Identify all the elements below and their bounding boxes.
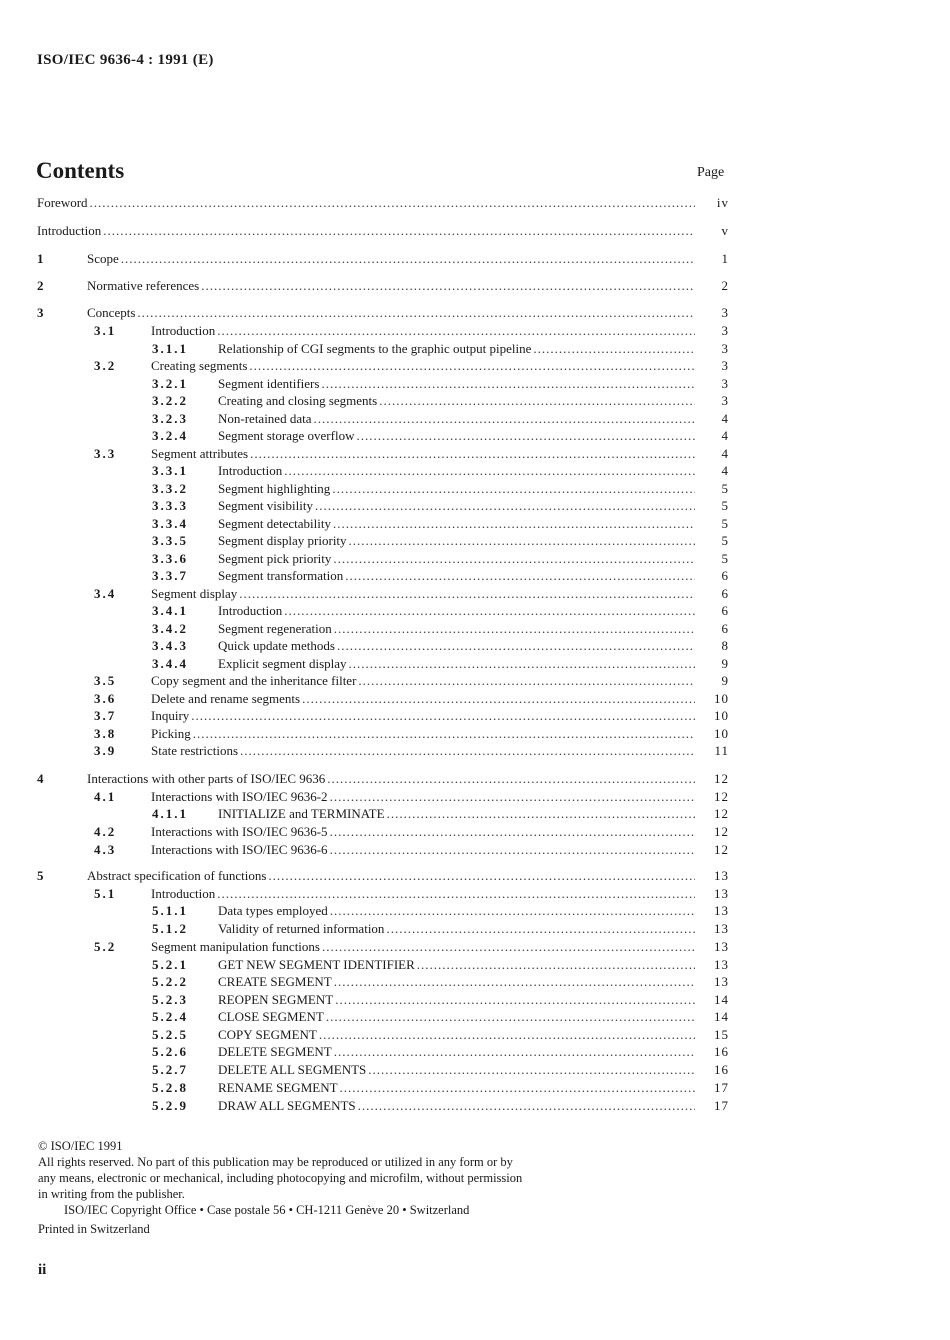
dot-leader bbox=[330, 789, 695, 805]
toc-entry-title: Explicit segment display bbox=[218, 656, 347, 671]
toc-entry bbox=[94, 358, 729, 375]
dot-leader bbox=[326, 1009, 695, 1025]
toc-entry-page: 6 bbox=[721, 568, 729, 583]
toc-entry-number: 3.2.4 bbox=[152, 428, 188, 443]
toc-entry-page: 11 bbox=[714, 743, 729, 758]
toc-entry-title: Introduction bbox=[218, 603, 283, 618]
toc-entry-title: Segment storage overflow bbox=[218, 428, 355, 443]
toc-entry-number: 3.1.1 bbox=[152, 341, 188, 356]
toc-entry-number: 3.6 bbox=[94, 691, 117, 706]
toc-entry-number: 3.3.3 bbox=[152, 498, 188, 513]
toc-entry-number: 3.3 bbox=[94, 446, 117, 461]
toc-entry-title: Scope bbox=[87, 251, 119, 266]
toc-entry bbox=[152, 621, 729, 638]
toc-entry-number: 3.5 bbox=[94, 673, 117, 688]
toc-entry bbox=[94, 939, 729, 956]
copyright-notice bbox=[38, 1138, 598, 1237]
toc-entry bbox=[152, 428, 729, 445]
toc-entry-page: 13 bbox=[714, 974, 729, 989]
toc-entry-title: COPY SEGMENT bbox=[218, 1027, 317, 1042]
toc-entry-number: 4.3 bbox=[94, 842, 117, 857]
toc-entry-title: Validity of returned information bbox=[218, 921, 385, 936]
toc-entry-number: 4.1.1 bbox=[152, 806, 188, 821]
toc-entry-page: 16 bbox=[714, 1062, 729, 1077]
toc-entry-title: Relationship of CGI segments to the graphic output pipeline bbox=[218, 341, 532, 356]
toc-entry-number: 3.4.4 bbox=[152, 656, 188, 671]
toc-entry-number: 5.2.8 bbox=[152, 1080, 188, 1095]
toc-entry-page: 13 bbox=[714, 921, 729, 936]
toc-entry-page: 1 bbox=[721, 251, 729, 266]
toc-entry bbox=[152, 656, 729, 673]
toc-entry bbox=[152, 1098, 729, 1115]
toc-entry-page: 5 bbox=[721, 533, 729, 548]
toc-entry-page: 10 bbox=[714, 726, 729, 741]
toc-entry bbox=[152, 1027, 729, 1044]
toc-entry-number: 3.3.6 bbox=[152, 551, 188, 566]
toc-entry-number: 3.8 bbox=[94, 726, 117, 741]
toc-entry-page: 13 bbox=[714, 886, 729, 901]
toc-entry bbox=[152, 903, 729, 920]
toc-entry-number: 3.4.2 bbox=[152, 621, 188, 636]
dot-leader bbox=[193, 726, 695, 742]
toc-entry-number: 5.2.7 bbox=[152, 1062, 188, 1077]
toc-entry-title: Segment pick priority bbox=[218, 551, 332, 566]
toc-entry-number: 5.2.5 bbox=[152, 1027, 188, 1042]
toc-entry bbox=[152, 957, 729, 974]
dot-leader bbox=[333, 516, 695, 532]
toc-entry-page: 4 bbox=[721, 411, 729, 426]
toc-entry-title: Interactions with ISO/IEC 9636-5 bbox=[151, 824, 328, 839]
toc-entry bbox=[152, 974, 729, 991]
toc-entry bbox=[152, 376, 729, 393]
toc-entry-page: 6 bbox=[721, 621, 729, 636]
toc-entry bbox=[94, 446, 729, 463]
toc-entry-number: 5.2.3 bbox=[152, 992, 188, 1007]
toc-entry-page: 5 bbox=[721, 551, 729, 566]
toc-entry-page: 14 bbox=[714, 992, 729, 1007]
dot-leader bbox=[334, 1044, 695, 1060]
toc-entry bbox=[94, 673, 729, 690]
toc-entry-page: 3 bbox=[721, 376, 729, 391]
toc-entry-title: Picking bbox=[151, 726, 191, 741]
dot-leader bbox=[284, 603, 695, 619]
toc-entry-title: Creating and closing segments bbox=[218, 393, 378, 408]
toc-entry-title: Introduction bbox=[37, 223, 102, 238]
toc-entry-title: Copy segment and the inheritance filter bbox=[151, 673, 357, 688]
dot-leader bbox=[349, 533, 695, 549]
page-number: ii bbox=[38, 1262, 47, 1278]
dot-leader bbox=[319, 1027, 695, 1043]
toc-entry bbox=[152, 992, 729, 1009]
toc-entry bbox=[152, 806, 729, 823]
toc-entry bbox=[94, 726, 729, 743]
toc-entry-title: Segment regeneration bbox=[218, 621, 332, 636]
toc-entry bbox=[94, 708, 729, 725]
toc-entry-page: 6 bbox=[721, 586, 729, 601]
dot-leader bbox=[334, 974, 695, 990]
toc-entry bbox=[94, 842, 729, 859]
toc-entry bbox=[152, 498, 729, 515]
toc-entry-page: 8 bbox=[721, 638, 729, 653]
toc-entry-page: 12 bbox=[714, 789, 729, 804]
toc-entry bbox=[152, 1044, 729, 1061]
dot-leader bbox=[417, 957, 695, 973]
toc-entry-page: 13 bbox=[714, 868, 729, 883]
dot-leader bbox=[358, 1098, 695, 1114]
toc-entry bbox=[152, 1062, 729, 1079]
dot-leader bbox=[137, 305, 695, 321]
toc-entry bbox=[94, 586, 729, 603]
toc-entry-page: 4 bbox=[721, 446, 729, 461]
toc-entry-number: 3.2.2 bbox=[152, 393, 188, 408]
toc-entry-number: 3.3.5 bbox=[152, 533, 188, 548]
dot-leader bbox=[268, 868, 695, 884]
toc-entry bbox=[94, 824, 729, 841]
toc-entry-page: v bbox=[721, 223, 729, 238]
toc-entry-page: 5 bbox=[721, 516, 729, 531]
toc-entry-title: Segment detectability bbox=[218, 516, 331, 531]
toc-entry-number: 5.1.1 bbox=[152, 903, 188, 918]
toc-entry-number: 3.7 bbox=[94, 708, 117, 723]
toc-entry-page: 2 bbox=[721, 278, 729, 293]
toc-entry-page: 12 bbox=[714, 824, 729, 839]
dot-leader bbox=[321, 376, 695, 392]
dot-leader bbox=[302, 691, 695, 707]
toc-entry-page: iv bbox=[716, 195, 729, 210]
rights-text-line: in writing from the publisher. bbox=[38, 1187, 185, 1201]
toc-entry bbox=[152, 1080, 729, 1097]
dot-leader bbox=[191, 708, 695, 724]
dot-leader bbox=[313, 411, 695, 427]
toc-entry-title: RENAME SEGMENT bbox=[218, 1080, 338, 1095]
toc-entry-title: Introduction bbox=[151, 886, 216, 901]
toc-entry-number: 3 bbox=[37, 305, 46, 320]
toc-entry-number: 4.1 bbox=[94, 789, 117, 804]
toc-entry-page: 4 bbox=[721, 463, 729, 478]
toc-entry-title: GET NEW SEGMENT IDENTIFIER bbox=[218, 957, 415, 972]
dot-leader bbox=[327, 771, 695, 787]
toc-entry-page: 3 bbox=[721, 323, 729, 338]
toc-entry-page: 6 bbox=[721, 603, 729, 618]
toc-entry-page: 13 bbox=[714, 957, 729, 972]
toc-entry-title: State restrictions bbox=[151, 743, 239, 758]
toc-entry-number: 3.2.3 bbox=[152, 411, 188, 426]
dot-leader bbox=[330, 824, 695, 840]
toc-entry bbox=[152, 516, 729, 533]
toc-entry-number: 3.3.1 bbox=[152, 463, 188, 478]
dot-leader bbox=[332, 481, 695, 497]
toc-entry-number: 5.1.2 bbox=[152, 921, 188, 936]
toc-entry bbox=[152, 393, 729, 410]
toc-entry-page: 3 bbox=[721, 358, 729, 373]
toc-entry-title: Segment visibility bbox=[218, 498, 313, 513]
toc-entry-number: 3.1 bbox=[94, 323, 117, 338]
toc-entry-title: DELETE SEGMENT bbox=[218, 1044, 332, 1059]
toc-entry-page: 13 bbox=[714, 903, 729, 918]
dot-leader bbox=[121, 251, 695, 267]
toc-entry bbox=[152, 638, 729, 655]
toc-entry-title: REOPEN SEGMENT bbox=[218, 992, 334, 1007]
dot-leader bbox=[345, 568, 695, 584]
dot-leader bbox=[334, 621, 695, 637]
toc-entry-title: Concepts bbox=[87, 305, 136, 320]
toc-entry-page: 17 bbox=[714, 1098, 729, 1113]
toc-entry-page: 16 bbox=[714, 1044, 729, 1059]
toc-entry-number: 5.2.6 bbox=[152, 1044, 188, 1059]
toc-entry-title: Segment transformation bbox=[218, 568, 344, 583]
toc-entry-title: Segment display bbox=[151, 586, 238, 601]
toc-entry-page: 3 bbox=[721, 341, 729, 356]
dot-leader bbox=[103, 223, 695, 239]
toc-entry-page: 15 bbox=[714, 1027, 729, 1042]
toc-entry bbox=[37, 305, 729, 322]
toc-entry bbox=[152, 551, 729, 568]
dot-leader bbox=[333, 551, 695, 567]
toc-entry bbox=[94, 691, 729, 708]
toc-entry-page: 5 bbox=[721, 498, 729, 513]
contents-title: Contents bbox=[36, 158, 125, 183]
dot-leader bbox=[330, 842, 695, 858]
toc-entry-title: Interactions with ISO/IEC 9636-6 bbox=[151, 842, 328, 857]
toc-entry-title: Delete and rename segments bbox=[151, 691, 301, 706]
toc-entry-title: Segment identifiers bbox=[218, 376, 320, 391]
toc-entry bbox=[94, 886, 729, 903]
toc-entry-number: 3.3.4 bbox=[152, 516, 188, 531]
toc-entry bbox=[94, 323, 729, 340]
dot-leader bbox=[239, 586, 695, 602]
toc-entry-title: Data types employed bbox=[218, 903, 328, 918]
dot-leader bbox=[249, 358, 695, 374]
toc-entry-title: CREATE SEGMENT bbox=[218, 974, 332, 989]
dot-leader bbox=[358, 673, 695, 689]
toc-entry-title: DRAW ALL SEGMENTS bbox=[218, 1098, 356, 1113]
toc-entry-number: 2 bbox=[37, 278, 46, 293]
dot-leader bbox=[349, 656, 695, 672]
dot-leader bbox=[217, 323, 695, 339]
toc-entry-title: Interactions with ISO/IEC 9636-2 bbox=[151, 789, 328, 804]
toc-entry-number: 3.4.1 bbox=[152, 603, 188, 618]
toc-entry-number: 5.2.1 bbox=[152, 957, 188, 972]
dot-leader bbox=[368, 1062, 695, 1078]
toc-entry-page: 3 bbox=[721, 305, 729, 320]
toc-entry-number: 3.9 bbox=[94, 743, 117, 758]
toc-entry-title: Non-retained data bbox=[218, 411, 312, 426]
toc-entry-number: 3.4 bbox=[94, 586, 117, 601]
toc-entry-number: 1 bbox=[37, 251, 46, 266]
toc-entry-page: 17 bbox=[714, 1080, 729, 1095]
toc-entry-title: Introduction bbox=[218, 463, 283, 478]
toc-entry-title: Abstract specification of functions bbox=[87, 868, 267, 883]
toc-entry-title: CLOSE SEGMENT bbox=[218, 1009, 324, 1024]
toc-entry-number: 5.2.4 bbox=[152, 1009, 188, 1024]
toc-entry-title: Interactions with other parts of ISO/IEC 9636 bbox=[87, 771, 326, 786]
dot-leader bbox=[356, 428, 695, 444]
toc-entry bbox=[94, 743, 729, 760]
toc-entry-title: Segment manipulation functions bbox=[151, 939, 320, 954]
toc-entry bbox=[37, 868, 729, 885]
toc-entry-number: 5.2.9 bbox=[152, 1098, 188, 1113]
toc-entry-number: 5.1 bbox=[94, 886, 117, 901]
toc-entry-number: 4.2 bbox=[94, 824, 117, 839]
toc-entry-page: 12 bbox=[714, 842, 729, 857]
toc-entry-title: Segment highlighting bbox=[218, 481, 331, 496]
toc-entry bbox=[37, 195, 729, 212]
toc-entry-page: 10 bbox=[714, 708, 729, 723]
toc-entry-title: Creating segments bbox=[151, 358, 248, 373]
toc-entry-page: 9 bbox=[721, 656, 729, 671]
toc-entry-number: 3.4.3 bbox=[152, 638, 188, 653]
dot-leader bbox=[335, 992, 695, 1008]
toc-entry bbox=[37, 278, 729, 295]
rights-text-line: any means, electronic or mechanical, including photocopying and microfilm, without permission bbox=[38, 1171, 523, 1185]
toc-entry bbox=[152, 463, 729, 480]
dot-leader bbox=[217, 886, 695, 902]
toc-entry-page: 10 bbox=[714, 691, 729, 706]
toc-entry-title: Segment attributes bbox=[151, 446, 249, 461]
copyright-line: © ISO/IEC 1991 bbox=[38, 1139, 123, 1153]
toc-entry-page: 5 bbox=[721, 481, 729, 496]
toc-entry bbox=[152, 481, 729, 498]
toc-entry-title: Introduction bbox=[151, 323, 216, 338]
dot-leader bbox=[201, 278, 695, 294]
dot-leader bbox=[90, 195, 695, 211]
toc-entry-title: Inquiry bbox=[151, 708, 190, 723]
dot-leader bbox=[387, 806, 695, 822]
toc-entry-title: INITIALIZE and TERMINATE bbox=[218, 806, 385, 821]
dot-leader bbox=[250, 446, 695, 462]
dot-leader bbox=[337, 638, 695, 654]
toc-entry-title: Segment display priority bbox=[218, 533, 347, 548]
toc-entry bbox=[152, 921, 729, 938]
printed-in: Printed in Switzerland bbox=[38, 1222, 150, 1236]
toc-entry-number: 3.3.7 bbox=[152, 568, 188, 583]
dot-leader bbox=[240, 743, 695, 759]
toc-entry-number: 5.2.2 bbox=[152, 974, 188, 989]
toc-entry bbox=[37, 771, 729, 788]
toc-entry-page: 13 bbox=[714, 939, 729, 954]
toc-entry-title: Normative references bbox=[87, 278, 200, 293]
toc-entry bbox=[152, 1009, 729, 1026]
toc-entry bbox=[152, 603, 729, 620]
toc-entry-number: 5.2 bbox=[94, 939, 117, 954]
page-column-label: Page bbox=[697, 165, 725, 180]
toc-entry-page: 9 bbox=[721, 673, 729, 688]
toc-entry bbox=[152, 411, 729, 428]
dot-leader bbox=[284, 463, 695, 479]
toc-entry-page: 12 bbox=[714, 806, 729, 821]
toc-entry-page: 3 bbox=[721, 393, 729, 408]
toc-entry bbox=[37, 223, 729, 240]
toc-entry bbox=[152, 341, 729, 358]
dot-leader bbox=[379, 393, 695, 409]
toc-entry bbox=[94, 789, 729, 806]
toc-entry bbox=[37, 251, 729, 268]
rights-text-line: All rights reserved. No part of this publication may be reproduced or utilized in any form or by bbox=[38, 1155, 513, 1169]
toc-entry-page: 12 bbox=[714, 771, 729, 786]
toc-entry-number: 5 bbox=[37, 868, 46, 883]
dot-leader bbox=[533, 341, 695, 357]
toc-entry-number: 3.3.2 bbox=[152, 481, 188, 496]
toc-entry-title: DELETE ALL SEGMENTS bbox=[218, 1062, 367, 1077]
toc-entry-number: 4 bbox=[37, 771, 46, 786]
toc-entry-page: 14 bbox=[714, 1009, 729, 1024]
toc-entry-number: 3.2 bbox=[94, 358, 117, 373]
dot-leader bbox=[322, 939, 695, 955]
toc-entry bbox=[152, 568, 729, 585]
dot-leader bbox=[386, 921, 695, 937]
toc-entry-title: Foreword bbox=[37, 195, 88, 210]
toc-entry-title: Quick update methods bbox=[218, 638, 335, 653]
toc-entry-page: 4 bbox=[721, 428, 729, 443]
copyright-office-address: ISO/IEC Copyright Office • Case postale 56 • CH-1211 Genève 20 • Switzerland bbox=[64, 1203, 470, 1217]
document-id-header: ISO/IEC 9636-4 : 1991 (E) bbox=[37, 52, 214, 68]
dot-leader bbox=[330, 903, 695, 919]
toc-entry bbox=[152, 533, 729, 550]
dot-leader bbox=[315, 498, 695, 514]
toc-entry-number: 3.2.1 bbox=[152, 376, 188, 391]
dot-leader bbox=[340, 1080, 695, 1096]
